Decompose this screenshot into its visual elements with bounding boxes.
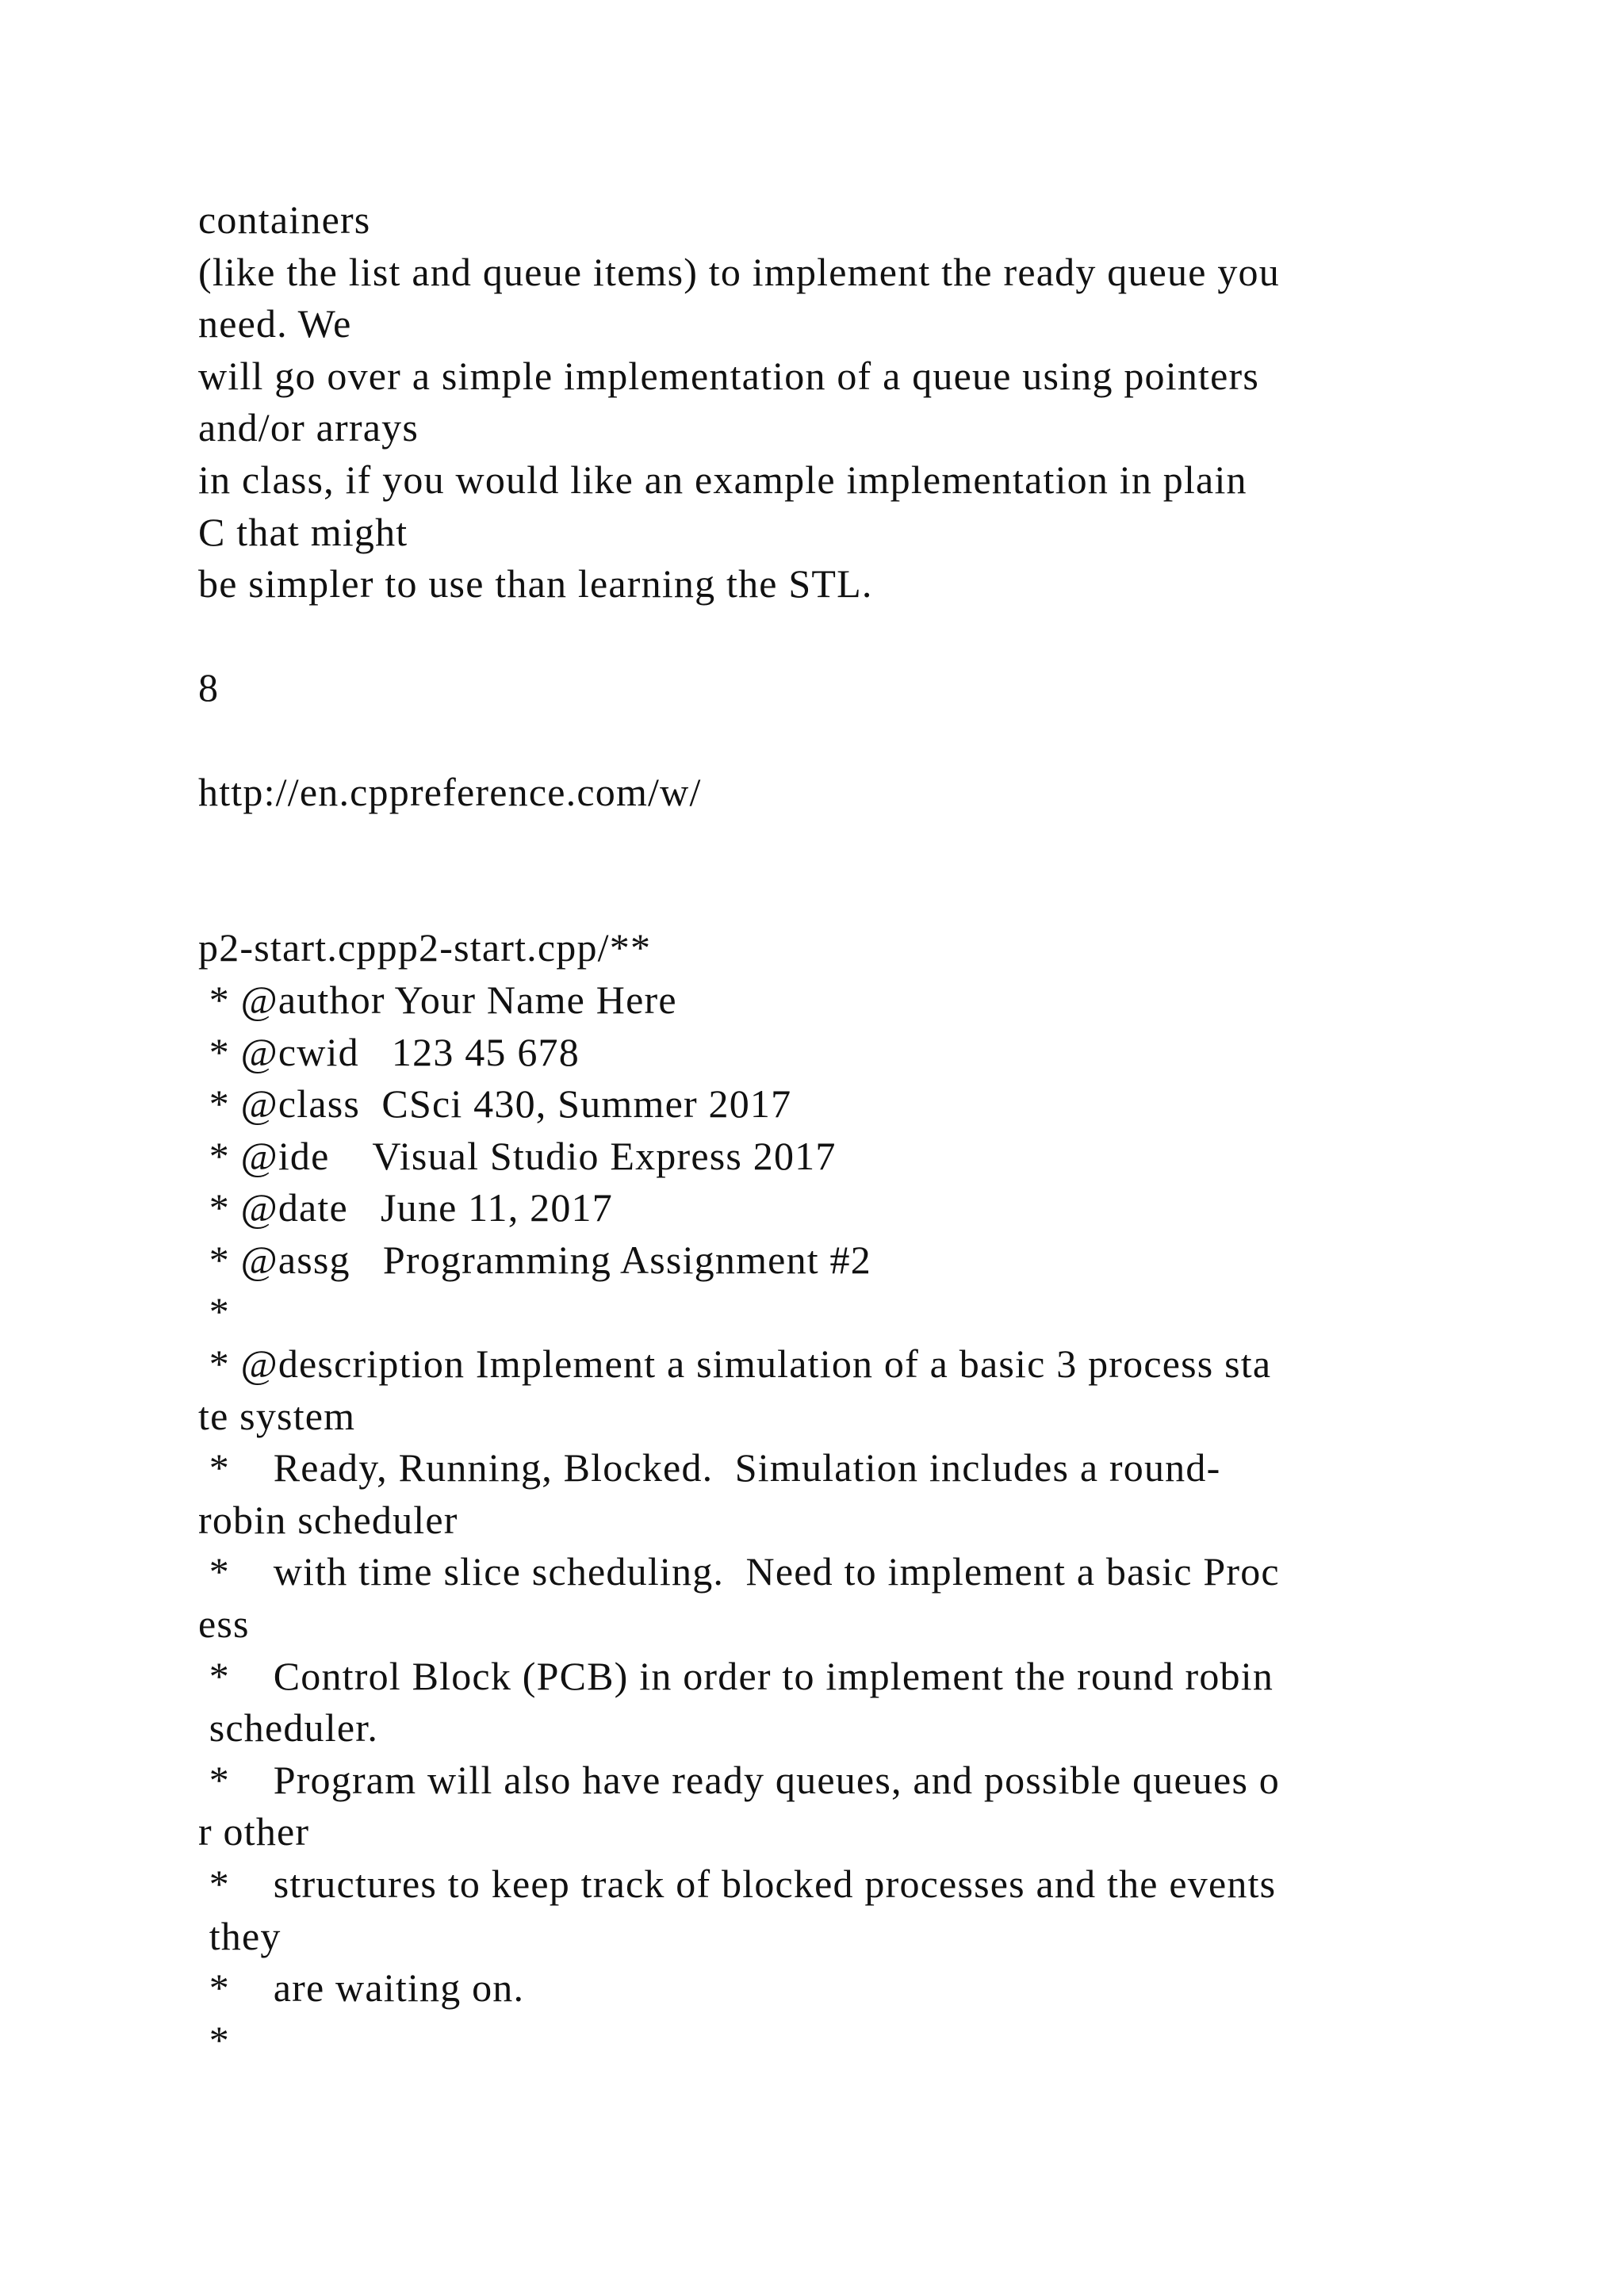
code-line: robin scheduler [198, 1497, 458, 1542]
text-line: be simpler to use than learning the STL. [198, 561, 873, 607]
code-line: * Program will also have ready queues, and possible queues o [198, 1757, 1281, 1802]
code-line: scheduler. [198, 1705, 379, 1751]
code-line: * @class CSci 430, Summer 2017 [198, 1081, 792, 1127]
code-line: te system [198, 1393, 356, 1438]
code-line: * are waiting on. [198, 1965, 525, 2011]
code-line: * @cwid 123 45 678 [198, 1029, 580, 1074]
text-line: (like the list and queue items) to implement the ready queue you [198, 249, 1280, 294]
page-number: 8 [198, 665, 220, 710]
text-line: containers [198, 197, 371, 242]
code-line: * @description Implement a simulation of a basic 3 process sta [198, 1341, 1272, 1387]
text-line: in class, if you would like an example implementation in plain [198, 457, 1247, 502]
text-line: need. We [198, 301, 352, 346]
code-line: * [198, 1289, 230, 1334]
code-line: r other [198, 1809, 310, 1854]
code-line: they [198, 1913, 282, 1958]
blank-line [198, 714, 1546, 767]
code-line: p2-start.cppp2-start.cpp/** [198, 925, 652, 970]
code-line: * with time slice scheduling. Need to implement a basic Proc [198, 1549, 1280, 1594]
text-line: and/or arrays [198, 405, 419, 450]
blank-line [198, 610, 1546, 663]
code-line: * @author Your Name Here [198, 977, 677, 1022]
document-text [198, 194, 1546, 2066]
code-line: * structures to keep track of blocked processes and the events [198, 1862, 1277, 1906]
code-line: * [198, 2017, 230, 2062]
reference-url: http://en.cppreference.com/w/ [198, 769, 702, 814]
code-line: * Control Block (PCB) in order to implement the round robin [198, 1653, 1274, 1698]
code-line: * @assg Programming Assignment #2 [198, 1237, 871, 1282]
code-line: * @date June 11, 2017 [198, 1185, 613, 1230]
blank-line [198, 818, 1546, 871]
text-line: C that might [198, 509, 408, 554]
code-line: * Ready, Running, Blocked. Simulation includes a round- [198, 1445, 1221, 1490]
code-line: * @ide Visual Studio Express 2017 [198, 1133, 837, 1178]
code-line: ess [198, 1601, 250, 1647]
text-line: will go over a simple implementation of a queue using pointers [198, 353, 1260, 398]
blank-line [198, 871, 1546, 923]
